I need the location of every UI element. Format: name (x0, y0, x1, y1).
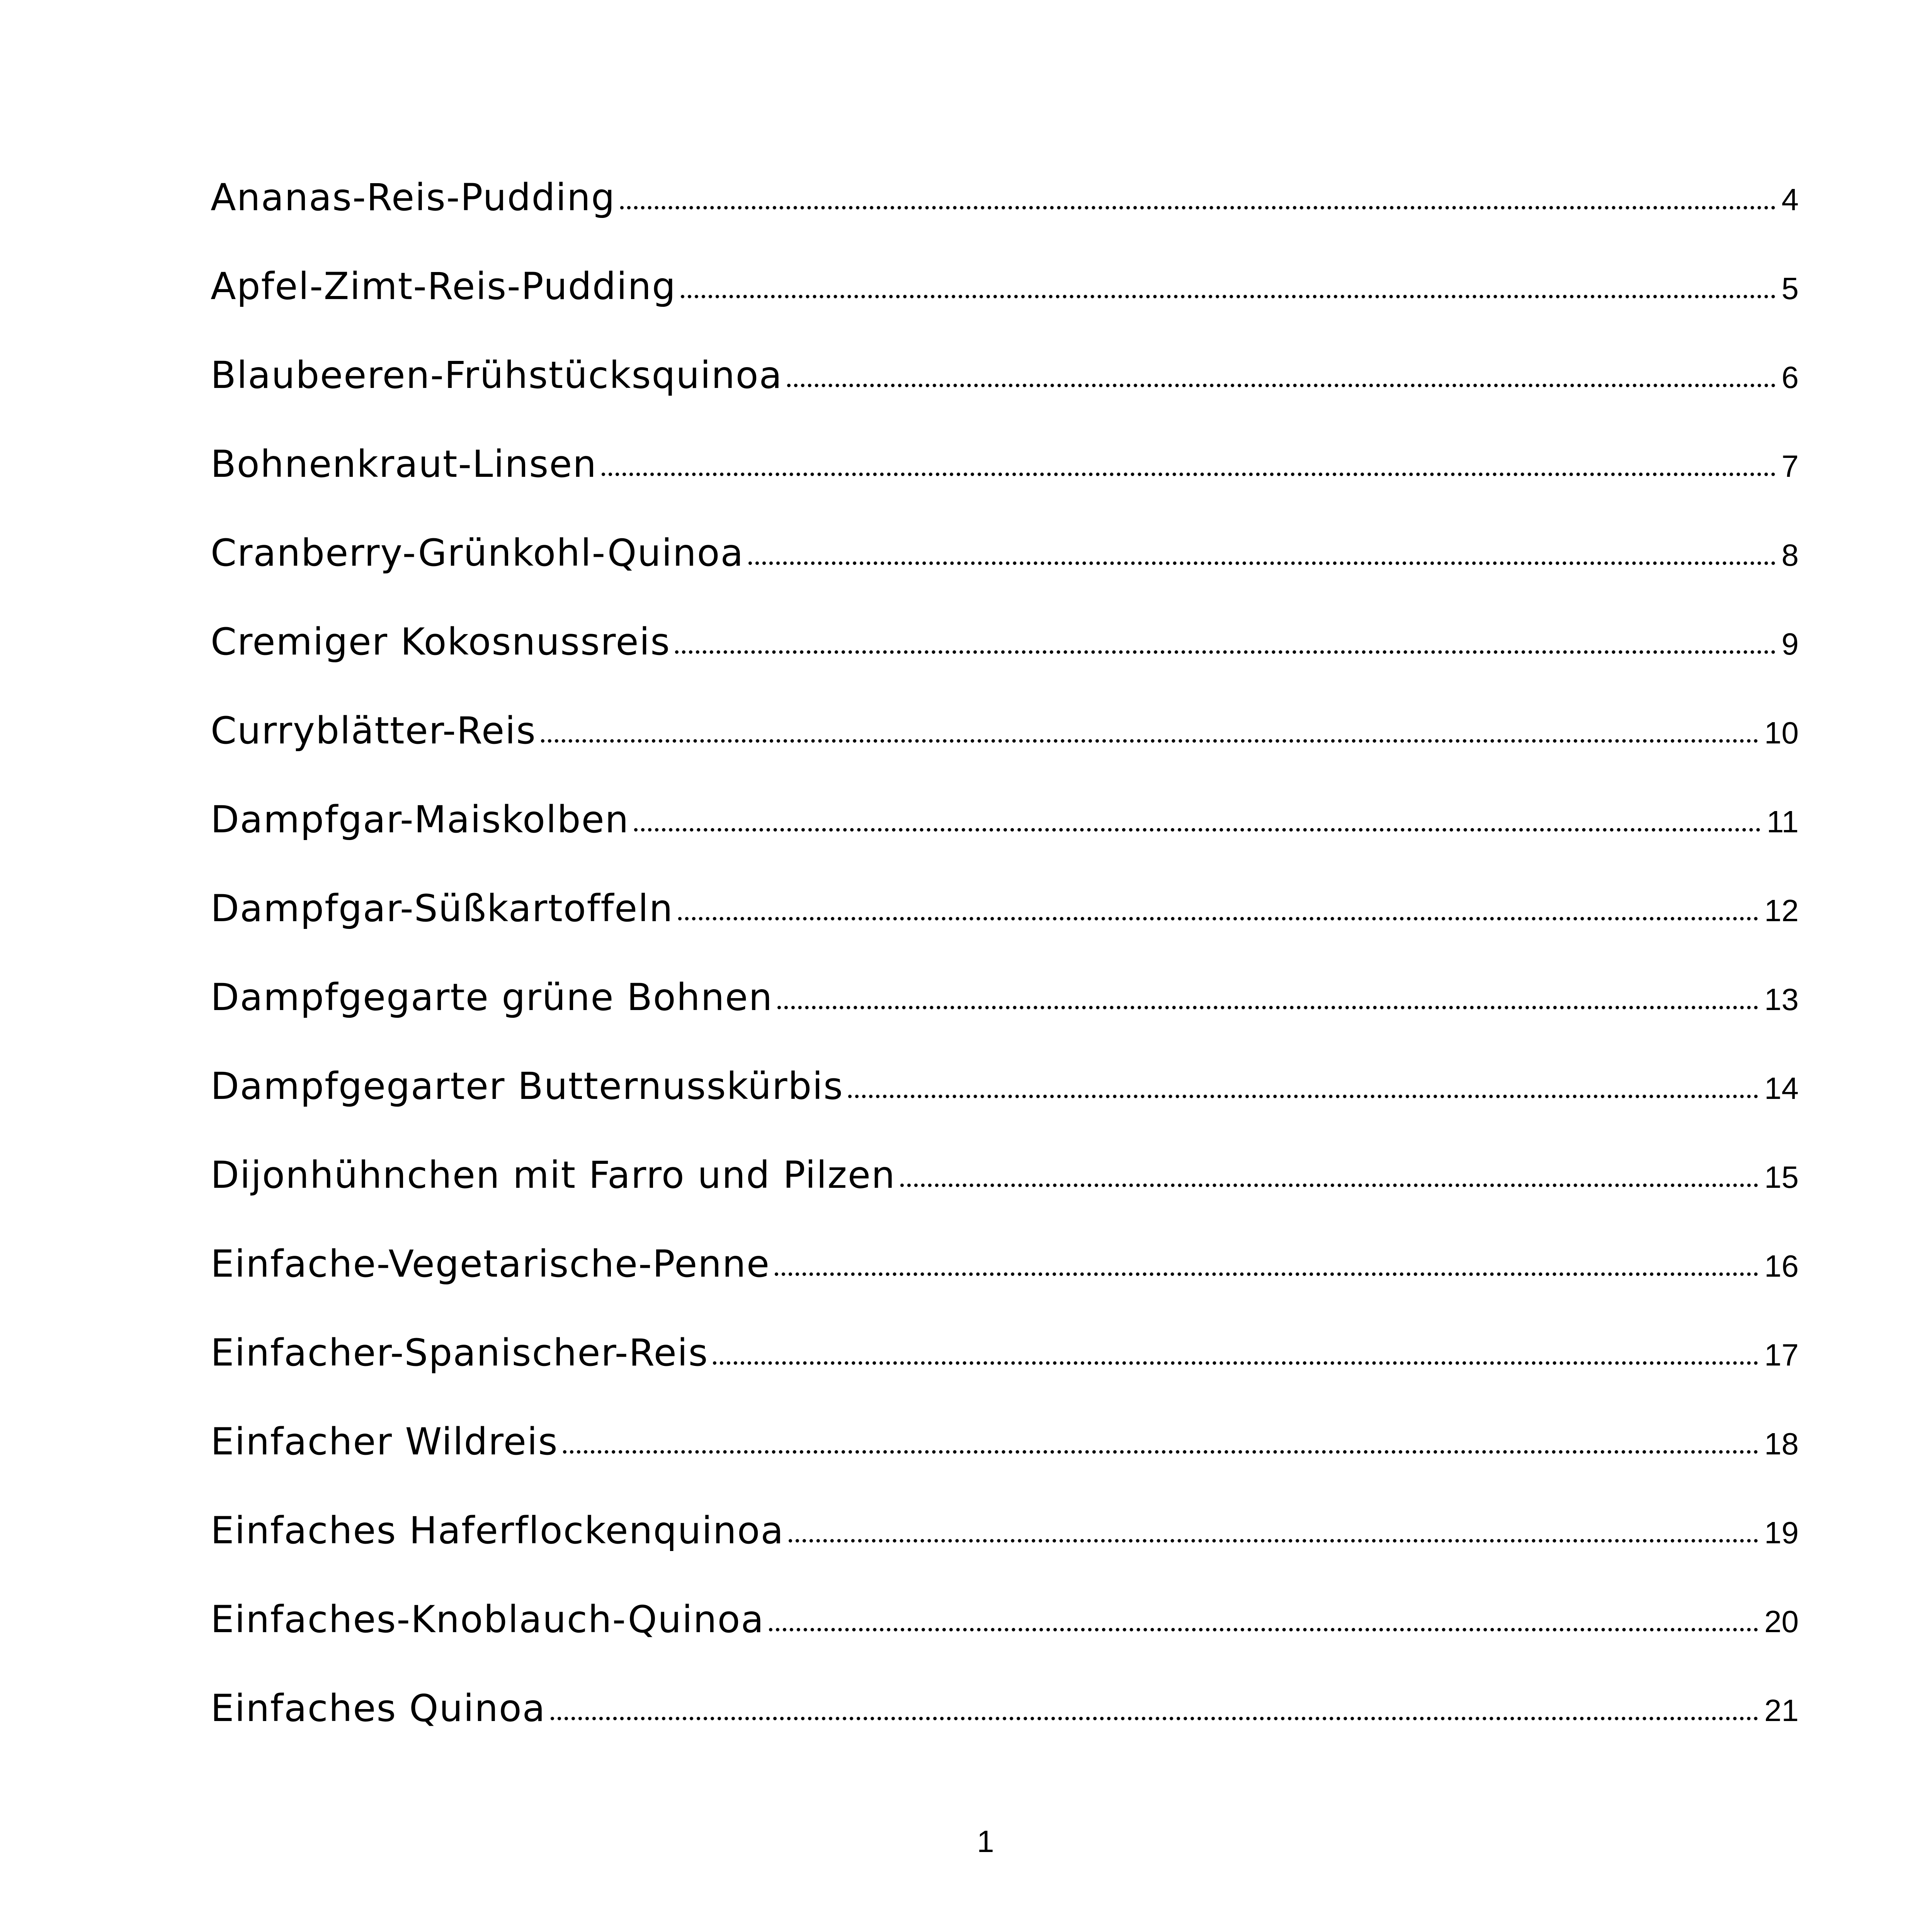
dot-leader (541, 739, 1758, 743)
dot-leader (681, 295, 1775, 298)
toc-entry[interactable] (211, 620, 1799, 709)
toc-entry-page: 15 (1764, 1160, 1799, 1194)
toc-entry-title: Dijonhühnchen mit Farro und Pilzen (211, 1153, 896, 1197)
page-number: 1 (977, 1824, 994, 1859)
toc-entry[interactable] (211, 265, 1799, 354)
dot-leader (748, 561, 1775, 565)
toc-entry-page: 18 (1764, 1427, 1799, 1461)
toc-entry[interactable] (211, 176, 1799, 265)
toc-entry-title: Einfacher Wildreis (211, 1420, 558, 1463)
toc-entry[interactable] (211, 1509, 1799, 1598)
toc-entry-page: 21 (1764, 1693, 1799, 1728)
toc-entry-title: Dampfgar-Maiskolben (211, 798, 629, 841)
dot-leader (602, 473, 1775, 476)
toc-entry-page: 6 (1781, 360, 1799, 395)
toc-entry-title: Blaubeeren-Frühstücksquinoa (211, 354, 783, 397)
toc-entry-page: 8 (1781, 538, 1799, 572)
dot-leader (563, 1450, 1758, 1454)
dot-leader (620, 206, 1776, 209)
table-of-contents (211, 176, 1799, 1776)
dot-leader (634, 828, 1760, 832)
dot-leader (769, 1628, 1758, 1631)
dot-leader (551, 1717, 1759, 1720)
toc-entry[interactable] (211, 442, 1799, 531)
toc-entry-title: Ananas-Reis-Pudding (211, 176, 616, 219)
dot-leader (789, 1539, 1758, 1543)
toc-entry-page: 14 (1764, 1071, 1799, 1105)
toc-entry[interactable] (211, 531, 1799, 620)
toc-entry-title: Einfaches-Knoblauch-Quinoa (211, 1598, 765, 1641)
toc-entry-title: Dampfgegarte grüne Bohnen (211, 976, 773, 1019)
dot-leader (678, 917, 1758, 920)
toc-entry[interactable] (211, 1420, 1799, 1509)
toc-entry-title: Dampfgegarter Butternusskürbis (211, 1065, 844, 1108)
toc-entry-title: Cremiger Kokosnussreis (211, 620, 671, 663)
toc-entry-title: Einfaches Quinoa (211, 1687, 546, 1730)
toc-entry-page: 11 (1766, 804, 1799, 839)
dot-leader (713, 1361, 1758, 1365)
toc-entry[interactable] (211, 887, 1799, 976)
dot-leader (787, 384, 1775, 387)
toc-entry-page: 5 (1781, 271, 1799, 306)
toc-entry[interactable] (211, 354, 1799, 442)
toc-entry[interactable] (211, 1153, 1799, 1242)
dot-leader (775, 1272, 1758, 1276)
dot-leader (675, 650, 1775, 654)
toc-entry-page: 20 (1764, 1604, 1799, 1639)
toc-entry-page: 4 (1781, 182, 1799, 217)
toc-entry-title: Bohnenkraut-Linsen (211, 442, 597, 486)
toc-entry[interactable] (211, 798, 1799, 887)
toc-entry[interactable] (211, 1687, 1799, 1776)
toc-entry[interactable] (211, 1598, 1799, 1687)
toc-entry[interactable] (211, 709, 1799, 798)
toc-entry-page: 13 (1764, 982, 1799, 1017)
toc-entry[interactable] (211, 1331, 1799, 1420)
toc-entry-title: Einfaches Haferflockenquinoa (211, 1509, 784, 1552)
toc-entry-page: 12 (1764, 893, 1799, 928)
toc-entry-title: Einfache-Vegetarische-Penne (211, 1242, 770, 1286)
toc-entry-page: 19 (1764, 1515, 1799, 1550)
toc-entry-title: Cranberry-Grünkohl-Quinoa (211, 531, 744, 575)
toc-entry-page: 7 (1781, 449, 1799, 483)
toc-entry-title: Apfel-Zimt-Reis-Pudding (211, 265, 677, 308)
toc-entry-title: Curryblätter-Reis (211, 709, 536, 752)
toc-entry-page: 17 (1764, 1338, 1799, 1372)
dot-leader (848, 1095, 1758, 1098)
toc-entry[interactable] (211, 1242, 1799, 1331)
toc-entry[interactable] (211, 976, 1799, 1065)
toc-entry-title: Dampfgar-Süßkartoffeln (211, 887, 673, 930)
toc-entry-page: 10 (1764, 716, 1799, 750)
dot-leader (777, 1006, 1758, 1009)
toc-entry-title: Einfacher-Spanischer-Reis (211, 1331, 709, 1374)
toc-entry[interactable] (211, 1065, 1799, 1153)
toc-entry-page: 16 (1764, 1249, 1799, 1283)
toc-entry-page: 9 (1781, 627, 1799, 661)
dot-leader (900, 1184, 1758, 1187)
